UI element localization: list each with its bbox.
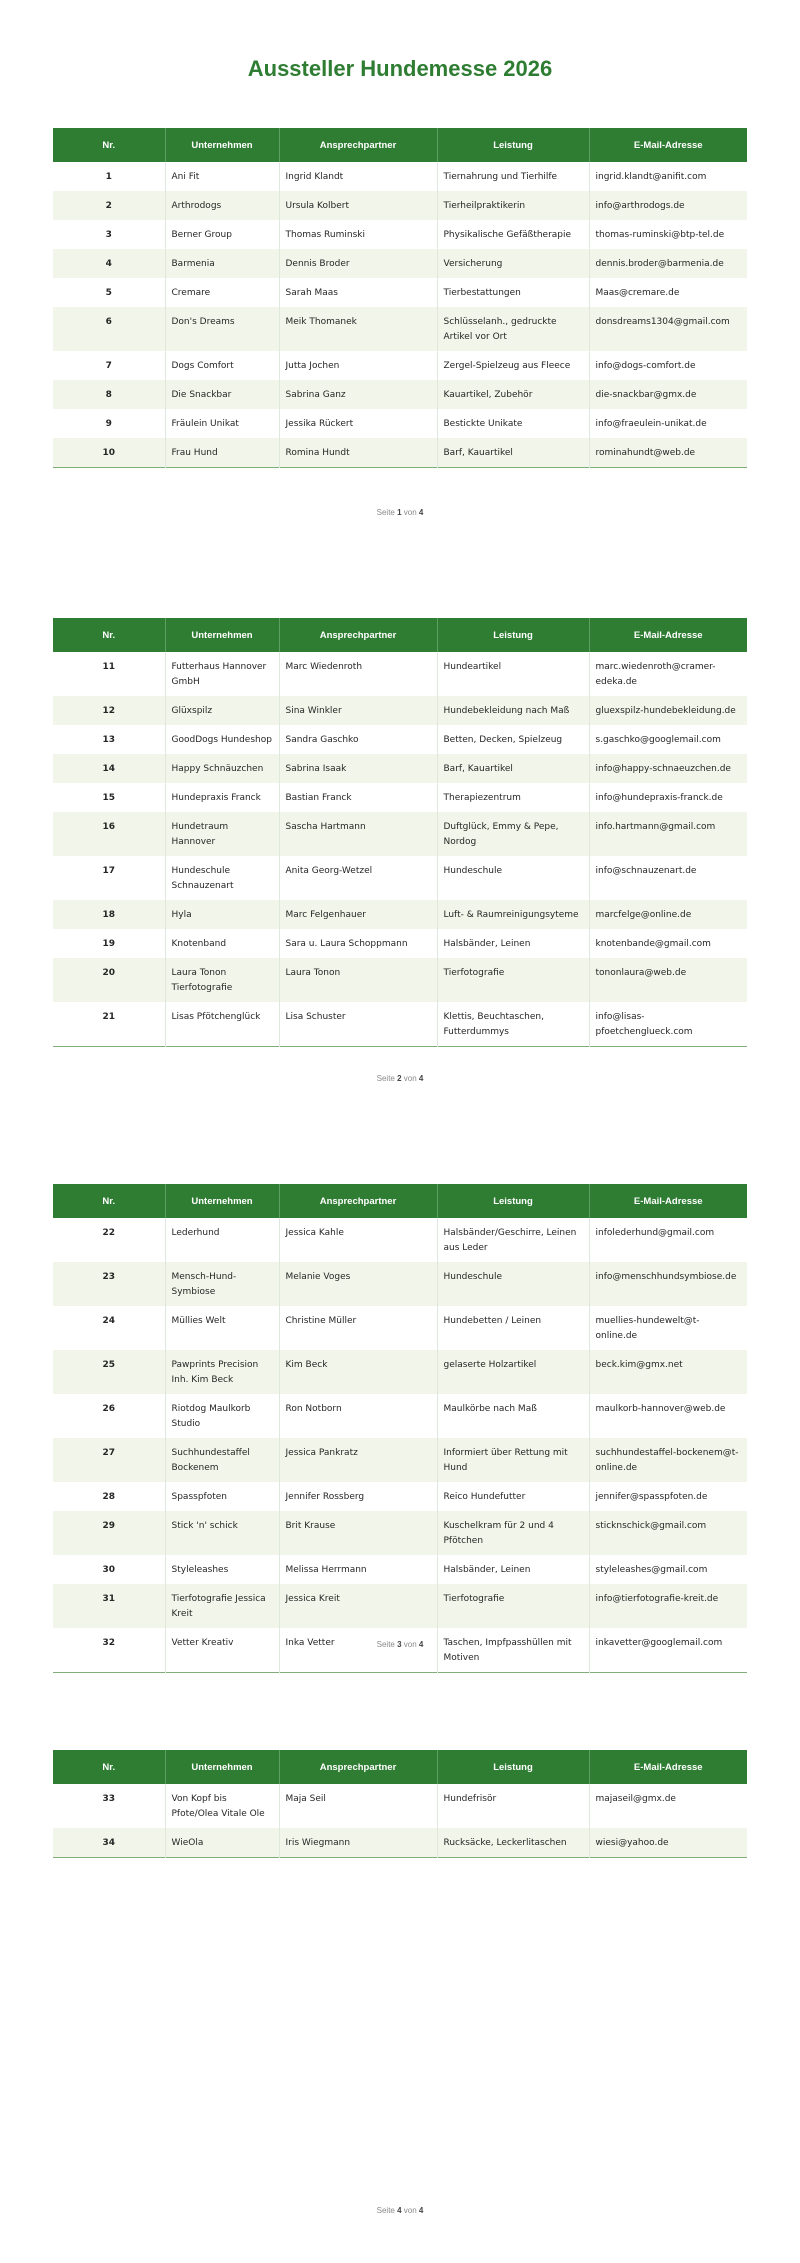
service-cell: Kauartikel, Zubehör: [437, 380, 589, 409]
table-row: [53, 351, 747, 380]
email-cell[interactable]: info.hartmann@gmail.com: [589, 812, 747, 856]
company-cell: Berner Group: [165, 220, 279, 249]
company-cell: Hundepraxis Franck: [165, 783, 279, 812]
email-cell[interactable]: dennis.broder@barmenia.de: [589, 249, 747, 278]
company-cell: Ani Fit: [165, 162, 279, 191]
footer-page-number: 2: [397, 1074, 402, 1083]
contact-cell: Lisa Schuster: [279, 1002, 437, 1047]
contact-cell: Marc Felgenhauer: [279, 900, 437, 929]
nr-cell: 14: [102, 764, 116, 774]
service-cell: Hundeartikel: [437, 652, 589, 696]
table-row: [53, 1262, 747, 1306]
column-header: Nr.: [53, 1750, 165, 1784]
column-header: Ansprechpartner: [279, 618, 437, 652]
nr-cell: 15: [102, 793, 116, 803]
exhibitor-table: [53, 618, 747, 1047]
contact-cell: Romina Hundt: [279, 438, 437, 468]
contact-cell: Laura Tonon: [279, 958, 437, 1002]
column-header: Leistung: [437, 1750, 589, 1784]
contact-cell: Sabrina Isaak: [279, 754, 437, 783]
table-row: [53, 1306, 747, 1350]
exhibitor-table: [53, 1184, 747, 1673]
contact-cell: Maja Seil: [279, 1784, 437, 1828]
contact-cell: Jutta Jochen: [279, 351, 437, 380]
footer-of: von: [403, 1640, 417, 1649]
contact-cell: Inka Vetter: [279, 1628, 437, 1673]
company-cell: Lisas Pfötchenglück: [165, 1002, 279, 1047]
service-cell: Schlüsselanh., gedruckte Artikel vor Ort: [437, 307, 589, 351]
nr-cell: 3: [105, 230, 112, 240]
company-cell: Vetter Kreativ: [165, 1628, 279, 1673]
company-cell: Barmenia: [165, 249, 279, 278]
table-header-row: [53, 128, 747, 162]
nr-cell: 18: [102, 910, 116, 920]
email-cell[interactable]: info@arthrodogs.de: [589, 191, 747, 220]
nr-cell: 32: [102, 1638, 116, 1648]
table-row: [53, 1584, 747, 1628]
nr-cell: 9: [105, 419, 112, 429]
table-row: [53, 380, 747, 409]
footer-page-total: 4: [418, 2206, 424, 2215]
email-cell[interactable]: styleleashes@gmail.com: [589, 1555, 747, 1584]
column-header: Nr.: [53, 1184, 165, 1218]
contact-cell: Sara u. Laura Schoppmann: [279, 929, 437, 958]
company-cell: Arthrodogs: [165, 191, 279, 220]
footer-page-number: 3: [397, 1640, 402, 1649]
contact-cell: Ron Notborn: [279, 1394, 437, 1438]
service-cell: Tierbestattungen: [437, 278, 589, 307]
service-cell: Physikalische Gefäßtherapie: [437, 220, 589, 249]
footer-prefix: Seite: [376, 1074, 395, 1083]
company-cell: Spasspfoten: [165, 1482, 279, 1511]
page-1: [53, 128, 747, 468]
email-cell[interactable]: info@happy-schnaeuzchen.de: [589, 754, 747, 783]
contact-cell: Sandra Gaschko: [279, 725, 437, 754]
exhibitor-table: [53, 1750, 747, 1858]
company-cell: Lederhund: [165, 1218, 279, 1262]
contact-cell: Sarah Maas: [279, 278, 437, 307]
email-cell[interactable]: s.gaschko@googlemail.com: [589, 725, 747, 754]
column-header: Leistung: [437, 618, 589, 652]
service-cell: Tierheilpraktikerin: [437, 191, 589, 220]
contact-cell: Melanie Voges: [279, 1262, 437, 1306]
contact-cell: Ursula Kolbert: [279, 191, 437, 220]
email-cell[interactable]: knotenbande@gmail.com: [589, 929, 747, 958]
nr-cell: 13: [102, 735, 116, 745]
service-cell: Barf, Kauartikel: [437, 754, 589, 783]
contact-cell: Brit Krause: [279, 1511, 437, 1555]
exhibitor-table: [53, 128, 747, 468]
contact-cell: Jessica Kahle: [279, 1218, 437, 1262]
table-row: [53, 409, 747, 438]
nr-cell: 11: [102, 662, 116, 672]
service-cell: Hundefrisör: [437, 1784, 589, 1828]
company-cell: Hyla: [165, 900, 279, 929]
email-cell[interactable]: majaseil@gmx.de: [589, 1784, 747, 1828]
column-header: Unternehmen: [165, 128, 279, 162]
column-header: Unternehmen: [165, 1750, 279, 1784]
column-header: Ansprechpartner: [279, 1750, 437, 1784]
email-cell[interactable]: suchhundestaffel-bockenem@t-online.de: [589, 1438, 747, 1482]
contact-cell: Dennis Broder: [279, 249, 437, 278]
nr-cell: 34: [102, 1838, 116, 1848]
nr-cell: 26: [102, 1404, 116, 1414]
contact-cell: Ingrid Klandt: [279, 162, 437, 191]
service-cell: Kuschelkram für 2 und 4 Pfötchen: [437, 1511, 589, 1555]
email-cell[interactable]: gluexspilz-hundebekleidung.de: [589, 696, 747, 725]
company-cell: Riotdog Maulkorb Studio: [165, 1394, 279, 1438]
company-cell: GoodDogs Hundeshop: [165, 725, 279, 754]
footer-of: von: [403, 508, 417, 517]
footer-prefix: Seite: [376, 508, 395, 517]
company-cell: Stick 'n' schick: [165, 1511, 279, 1555]
company-cell: Hundeschule Schnauzenart: [165, 856, 279, 900]
contact-cell: Melissa Herrmann: [279, 1555, 437, 1584]
email-cell[interactable]: Maas@cremare.de: [589, 278, 747, 307]
table-row: [53, 929, 747, 958]
company-cell: Fräulein Unikat: [165, 409, 279, 438]
table-row: [53, 1555, 747, 1584]
column-header: E-Mail-Adresse: [589, 128, 747, 162]
service-cell: Rucksäcke, Leckerlitaschen: [437, 1828, 589, 1858]
nr-cell: 22: [102, 1228, 116, 1238]
email-cell[interactable]: info@lisas-pfoetchenglueck.com: [589, 1002, 747, 1047]
nr-cell: 12: [102, 706, 116, 716]
company-cell: Laura Tonon Tierfotografie: [165, 958, 279, 1002]
table-row: [53, 958, 747, 1002]
table-row: [53, 162, 747, 191]
email-cell[interactable]: wiesi@yahoo.de: [589, 1828, 747, 1858]
service-cell: Therapiezentrum: [437, 783, 589, 812]
contact-cell: Meik Thomanek: [279, 307, 437, 351]
service-cell: Klettis, Beuchtaschen, Futterdummys: [437, 1002, 589, 1047]
company-cell: Cremare: [165, 278, 279, 307]
footer-page-number: 1: [397, 508, 402, 517]
service-cell: Hundeschule: [437, 1262, 589, 1306]
table-row: [53, 1628, 747, 1673]
table-row: [53, 1784, 747, 1828]
service-cell: Hundebekleidung nach Maß: [437, 696, 589, 725]
table-header-row: [53, 1184, 747, 1218]
contact-cell: Anita Georg-Wetzel: [279, 856, 437, 900]
nr-cell: 28: [102, 1492, 116, 1502]
nr-cell: 8: [105, 390, 112, 400]
page-footer: [0, 508, 800, 517]
footer-page-total: 4: [418, 1640, 424, 1649]
column-header: E-Mail-Adresse: [589, 1750, 747, 1784]
table-row: [53, 1394, 747, 1438]
table-row: [53, 249, 747, 278]
contact-cell: Kim Beck: [279, 1350, 437, 1394]
contact-cell: Sina Winkler: [279, 696, 437, 725]
service-cell: gelaserte Holzartikel: [437, 1350, 589, 1394]
column-header: Nr.: [53, 618, 165, 652]
table-row: [53, 278, 747, 307]
page-2: [53, 618, 747, 1047]
company-cell: Von Kopf bis Pfote/Olea Vitale Ole: [165, 1784, 279, 1828]
footer-page-number: 4: [397, 2206, 402, 2215]
contact-cell: Marc Wiedenroth: [279, 652, 437, 696]
service-cell: Hundeschule: [437, 856, 589, 900]
contact-cell: Sascha Hartmann: [279, 812, 437, 856]
table-row: [53, 725, 747, 754]
table-row: [53, 1438, 747, 1482]
footer-of: von: [403, 2206, 417, 2215]
nr-cell: 10: [102, 448, 116, 458]
email-cell[interactable]: info@schnauzenart.de: [589, 856, 747, 900]
company-cell: WieOla: [165, 1828, 279, 1858]
company-cell: Pawprints Precision Inh. Kim Beck: [165, 1350, 279, 1394]
contact-cell: Iris Wiegmann: [279, 1828, 437, 1858]
service-cell: Hundebetten / Leinen: [437, 1306, 589, 1350]
service-cell: Halsbänder/Geschirre, Leinen aus Leder: [437, 1218, 589, 1262]
footer-prefix: Seite: [376, 1640, 395, 1649]
table-row: [53, 1218, 747, 1262]
table-row: [53, 652, 747, 696]
company-cell: Don's Dreams: [165, 307, 279, 351]
nr-cell: 7: [105, 361, 112, 371]
nr-cell: 16: [102, 822, 116, 832]
email-cell[interactable]: beck.kim@gmx.net: [589, 1350, 747, 1394]
footer-page-total: 4: [418, 1074, 424, 1083]
company-cell: Suchhundestaffel Bockenem: [165, 1438, 279, 1482]
service-cell: Halsbänder, Leinen: [437, 1555, 589, 1584]
service-cell: Tierfotografie: [437, 958, 589, 1002]
nr-cell: 19: [102, 939, 116, 949]
email-cell[interactable]: inkavetter@googlemail.com: [589, 1628, 747, 1673]
column-header: Ansprechpartner: [279, 128, 437, 162]
column-header: Unternehmen: [165, 1184, 279, 1218]
footer-of: von: [403, 1074, 417, 1083]
service-cell: Bestickte Unikate: [437, 409, 589, 438]
email-cell[interactable]: info@fraeulein-unikat.de: [589, 409, 747, 438]
contact-cell: Bastian Franck: [279, 783, 437, 812]
table-row: [53, 696, 747, 725]
nr-cell: 30: [102, 1565, 116, 1575]
email-cell[interactable]: infolederhund@gmail.com: [589, 1218, 747, 1262]
nr-cell: 29: [102, 1521, 116, 1531]
nr-cell: 20: [102, 968, 116, 978]
service-cell: Betten, Decken, Spielzeug: [437, 725, 589, 754]
nr-cell: 21: [102, 1012, 116, 1022]
company-cell: Tierfotografie Jessica Kreit: [165, 1584, 279, 1628]
column-header: Leistung: [437, 1184, 589, 1218]
company-cell: Styleleashes: [165, 1555, 279, 1584]
email-cell[interactable]: info@tierfotografie-kreit.de: [589, 1584, 747, 1628]
nr-cell: 33: [102, 1794, 116, 1804]
nr-cell: 25: [102, 1360, 116, 1370]
column-header: Ansprechpartner: [279, 1184, 437, 1218]
page-footer: [0, 2206, 800, 2215]
nr-cell: 1: [105, 172, 112, 182]
service-cell: Versicherung: [437, 249, 589, 278]
service-cell: Taschen, Impfpasshüllen mit Motiven: [437, 1628, 589, 1673]
table-row: [53, 900, 747, 929]
page-4: [53, 1750, 747, 1858]
footer-prefix: Seite: [376, 2206, 395, 2215]
company-cell: Hundetraum Hannover: [165, 812, 279, 856]
email-cell[interactable]: tononlaura@web.de: [589, 958, 747, 1002]
table-header-row: [53, 1750, 747, 1784]
table-row: [53, 783, 747, 812]
nr-cell: 6: [105, 317, 112, 327]
service-cell: Maulkörbe nach Maß: [437, 1394, 589, 1438]
contact-cell: Christine Müller: [279, 1306, 437, 1350]
email-cell[interactable]: muellies-hundewelt@t-online.de: [589, 1306, 747, 1350]
nr-cell: 23: [102, 1272, 116, 1282]
contact-cell: Jessica Pankratz: [279, 1438, 437, 1482]
table-row: [53, 754, 747, 783]
email-cell[interactable]: die-snackbar@gmx.de: [589, 380, 747, 409]
email-cell[interactable]: rominahundt@web.de: [589, 438, 747, 468]
service-cell: Zergel-Spielzeug aus Fleece: [437, 351, 589, 380]
nr-cell: 24: [102, 1316, 116, 1326]
table-row: [53, 1350, 747, 1394]
page-3: [53, 1184, 747, 1673]
contact-cell: Thomas Ruminski: [279, 220, 437, 249]
footer-page-total: 4: [418, 508, 424, 517]
column-header: E-Mail-Adresse: [589, 618, 747, 652]
column-header: E-Mail-Adresse: [589, 1184, 747, 1218]
contact-cell: Jessika Rückert: [279, 409, 437, 438]
nr-cell: 4: [105, 259, 112, 269]
company-cell: Dogs Comfort: [165, 351, 279, 380]
page-footer: [0, 1074, 800, 1083]
contact-cell: Jessica Kreit: [279, 1584, 437, 1628]
nr-cell: 17: [102, 866, 116, 876]
company-cell: Mensch-Hund-Symbiose: [165, 1262, 279, 1306]
company-cell: Happy Schnäuzchen: [165, 754, 279, 783]
email-cell[interactable]: marc.wiedenroth@cramer-edeka.de: [589, 652, 747, 696]
email-cell[interactable]: ingrid.klandt@anifit.com: [589, 162, 747, 191]
company-cell: Die Snackbar: [165, 380, 279, 409]
table-row: [53, 1828, 747, 1858]
table-row: [53, 812, 747, 856]
contact-cell: Sabrina Ganz: [279, 380, 437, 409]
nr-cell: 31: [102, 1594, 116, 1604]
email-cell[interactable]: info@dogs-comfort.de: [589, 351, 747, 380]
page-footer: [0, 1640, 800, 1649]
table-header-row: [53, 618, 747, 652]
document-title: Aussteller Hundemesse 2026: [247, 56, 553, 81]
email-cell[interactable]: donsdreams1304@gmail.com: [589, 307, 747, 351]
email-cell[interactable]: marcfelge@online.de: [589, 900, 747, 929]
table-row: [53, 220, 747, 249]
table-row: [53, 1002, 747, 1047]
company-cell: Glüxspilz: [165, 696, 279, 725]
company-cell: Müllies Welt: [165, 1306, 279, 1350]
nr-cell: 27: [102, 1448, 116, 1458]
table-row: [53, 856, 747, 900]
service-cell: Tiernahrung und Tierhilfe: [437, 162, 589, 191]
table-row: [53, 1482, 747, 1511]
email-cell[interactable]: maulkorb-hannover@web.de: [589, 1394, 747, 1438]
contact-cell: Jennifer Rossberg: [279, 1482, 437, 1511]
service-cell: Tierfotografie: [437, 1584, 589, 1628]
service-cell: Duftglück, Emmy & Pepe, Nordog: [437, 812, 589, 856]
table-row: [53, 438, 747, 468]
email-cell[interactable]: info@hundepraxis-franck.de: [589, 783, 747, 812]
nr-cell: 2: [105, 201, 112, 211]
column-header: Unternehmen: [165, 618, 279, 652]
table-row: [53, 307, 747, 351]
company-cell: Frau Hund: [165, 438, 279, 468]
service-cell: Luft- & Raumreinigungsyteme: [437, 900, 589, 929]
email-cell[interactable]: thomas-ruminski@btp-tel.de: [589, 220, 747, 249]
table-row: [53, 1511, 747, 1555]
column-header: Leistung: [437, 128, 589, 162]
company-cell: Futterhaus Hannover GmbH: [165, 652, 279, 696]
nr-cell: 5: [105, 288, 112, 298]
service-cell: Barf, Kauartikel: [437, 438, 589, 468]
service-cell: Reico Hundefutter: [437, 1482, 589, 1511]
table-row: [53, 191, 747, 220]
service-cell: Informiert über Rettung mit Hund: [437, 1438, 589, 1482]
email-cell[interactable]: sticknschick@gmail.com: [589, 1511, 747, 1555]
service-cell: Halsbänder, Leinen: [437, 929, 589, 958]
email-cell[interactable]: info@menschhundsymbiose.de: [589, 1262, 747, 1306]
column-header: Nr.: [53, 128, 165, 162]
email-cell[interactable]: jennifer@spasspfoten.de: [589, 1482, 747, 1511]
company-cell: Knotenband: [165, 929, 279, 958]
